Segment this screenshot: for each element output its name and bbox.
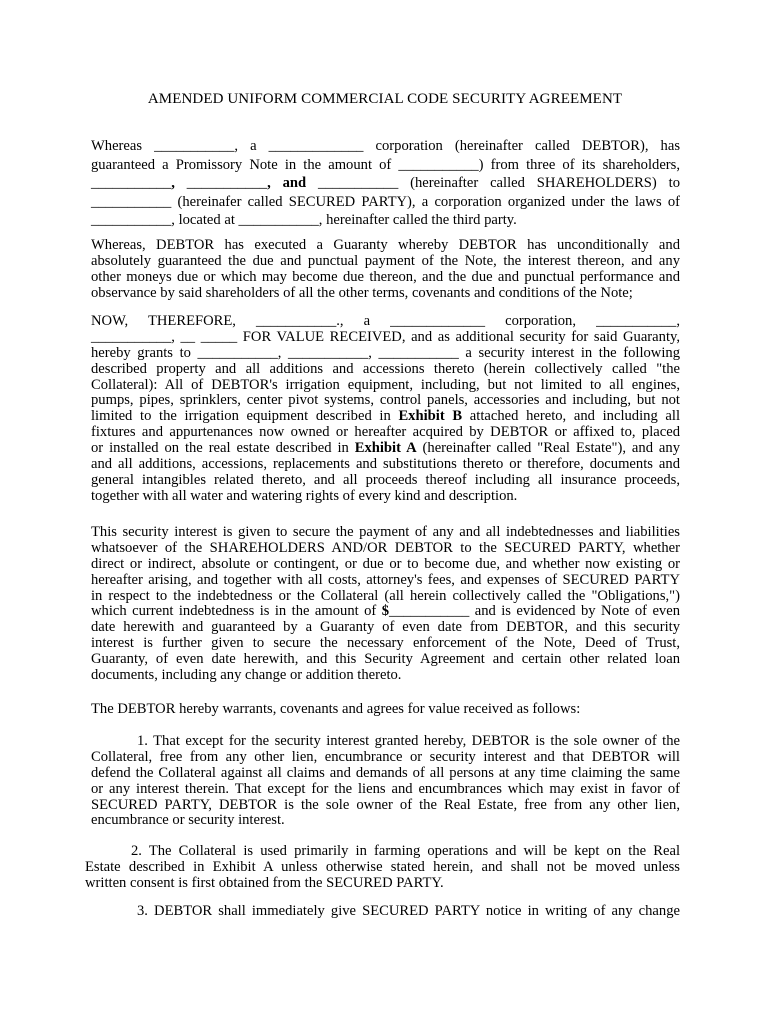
- paragraph-line: or installed on the real estate described in Exhibit A (hereinafter called "Real Estate"), and any: [91, 440, 680, 457]
- paragraph-line: or any interest therein. That except for the liens and encumbrances which may exist in favor of: [91, 780, 680, 797]
- paragraph-line: and all additions, accessions, replacements and substitutions thereto or therefore, documents and: [91, 456, 680, 473]
- whereas-paragraph-1: [91, 137, 680, 230]
- paragraph-line: ___________, __ _____ FOR VALUE RECEIVED, and as additional security for said Guaranty,: [91, 328, 680, 345]
- paragraph-line: in respect to the indebtedness or the Collateral (all herein collectively called the "Obligations,"): [91, 587, 680, 604]
- paragraph-line: hereby grants to ___________, ___________, ___________ a security interest in the following: [91, 344, 680, 361]
- clause-3-paragraph: [91, 904, 680, 920]
- paragraph-line: whatsoever of the SHAREHOLDERS AND/OR DEBTOR to the SECURED PARTY, whether: [91, 539, 680, 556]
- document-title: AMENDED UNIFORM COMMERCIAL CODE SECURITY AGREEMENT: [147, 91, 623, 107]
- paragraph-line: ___________, located at ___________, hereinafter called the third party.: [91, 212, 517, 229]
- paragraph-line: 1. That except for the security interest granted hereby, DEBTOR is the sole owner of the: [137, 733, 680, 749]
- clause-2-paragraph: [85, 844, 680, 892]
- whereas-paragraph-2: [91, 238, 680, 302]
- paragraph-line: date herewith and guaranteed by a Guaranty of even date from DEBTOR, and this security: [91, 619, 680, 636]
- paragraph-line: This security interest is given to secure the payment of any and all indebtednesses and liabilities: [91, 524, 680, 540]
- paragraph-line: encumbrance or security interest.: [91, 812, 285, 829]
- paragraph-line: Whereas, DEBTOR has executed a Guaranty whereby DEBTOR has unconditionally and: [91, 237, 680, 253]
- paragraph-line: Whereas ___________, a _____________ corporation (hereinafter called DEBTOR), has: [91, 138, 680, 154]
- paragraph-line: documents, including any change or addition thereto.: [91, 667, 402, 684]
- paragraph-line: which current indebtedness is in the amount of $___________ and is evidenced by Note of even: [91, 603, 680, 620]
- now-therefore-paragraph: [91, 314, 680, 505]
- paragraph-line: interest is further given to secure the necessary enforcement of the Note, Deed of Trust,: [91, 635, 680, 652]
- paragraph-line: written consent is first obtained from the SECURED PARTY.: [85, 874, 444, 891]
- paragraph-line: other moneys due or which may become due thereon, and the due and punctual performance and: [91, 268, 680, 285]
- paragraph-line: 2. The Collateral is used primarily in farming operations and will be kept on the Real: [131, 843, 680, 859]
- paragraph-line: defend the Collateral against all claims and demands of all persons at any time claiming the same: [91, 764, 680, 781]
- paragraph-line: limited to the irrigation equipment described in Exhibit B attached hereto, and including all: [91, 408, 681, 425]
- clause-1-paragraph: [91, 734, 680, 829]
- paragraph-line: hereafter arising, and together with all costs, attorney's fees, and expenses of SECURED PARTY: [91, 571, 680, 588]
- paragraph-line: Collateral): All of DEBTOR's irrigation equipment, including, but not limited to all engines,: [91, 376, 680, 393]
- paragraph-line: Estate described in Exhibit A unless otherwise stated herein, and shall not be moved unless: [85, 858, 680, 875]
- paragraph-line: The DEBTOR hereby warrants, covenants and agrees for value received as follows:: [91, 701, 581, 717]
- security-interest-paragraph: [91, 525, 680, 684]
- paragraph-line: NOW, THEREFORE, ___________., a _____________ corporation, ___________,: [91, 313, 680, 329]
- paragraph-line: absolutely guaranteed the due and punctual payment of the Note, the interest thereon, and any: [91, 252, 680, 269]
- paragraph-line: pumps, pipes, sprinklers, center pivot systems, control panels, accessories and including, but not: [91, 392, 680, 409]
- paragraph-line: ___________ (hereinafer called SECURED PARTY), a corporation organized under the laws of: [91, 193, 680, 210]
- paragraph-line: 3. DEBTOR shall immediately give SECURED PARTY notice in writing of any change: [137, 903, 680, 919]
- paragraph-line: together with all water and watering rights of every kind and description.: [91, 487, 518, 504]
- paragraph-line: guaranteed a Promissory Note in the amount of ___________) from three of its shareholders,: [91, 156, 680, 173]
- warranties-intro-paragraph: [91, 702, 680, 718]
- paragraph-line: SECURED PARTY, DEBTOR is the sole owner of the Real Estate, free from any other lien,: [91, 796, 680, 813]
- paragraph-line: Guaranty, of even date herewith, and this Security Agreement and certain other related loan: [91, 651, 680, 668]
- paragraph-line: observance by said shareholders of all the other terms, covenants and conditions of the Note;: [91, 284, 633, 301]
- paragraph-line: described property and all additions and accessions thereto (herein collectively called "the: [91, 360, 680, 377]
- paragraph-line: general intangibles related thereto, and all proceeds thereof including all insurance proceeds,: [91, 471, 680, 488]
- paragraph-line: direct or indirect, absolute or contingent, or due or to become due, and whether now existing or: [91, 555, 680, 572]
- paragraph-line: fixtures and appurtenances now owned or hereafter acquired by DEBTOR or affixed to, placed: [91, 424, 680, 441]
- paragraph-line: Collateral, free from any other lien, encumbrance or security interest and that DEBTOR will: [91, 748, 680, 765]
- paragraph-line: ___________, ___________, and ___________ (hereinafter called SHAREHOLDERS) to: [91, 175, 681, 192]
